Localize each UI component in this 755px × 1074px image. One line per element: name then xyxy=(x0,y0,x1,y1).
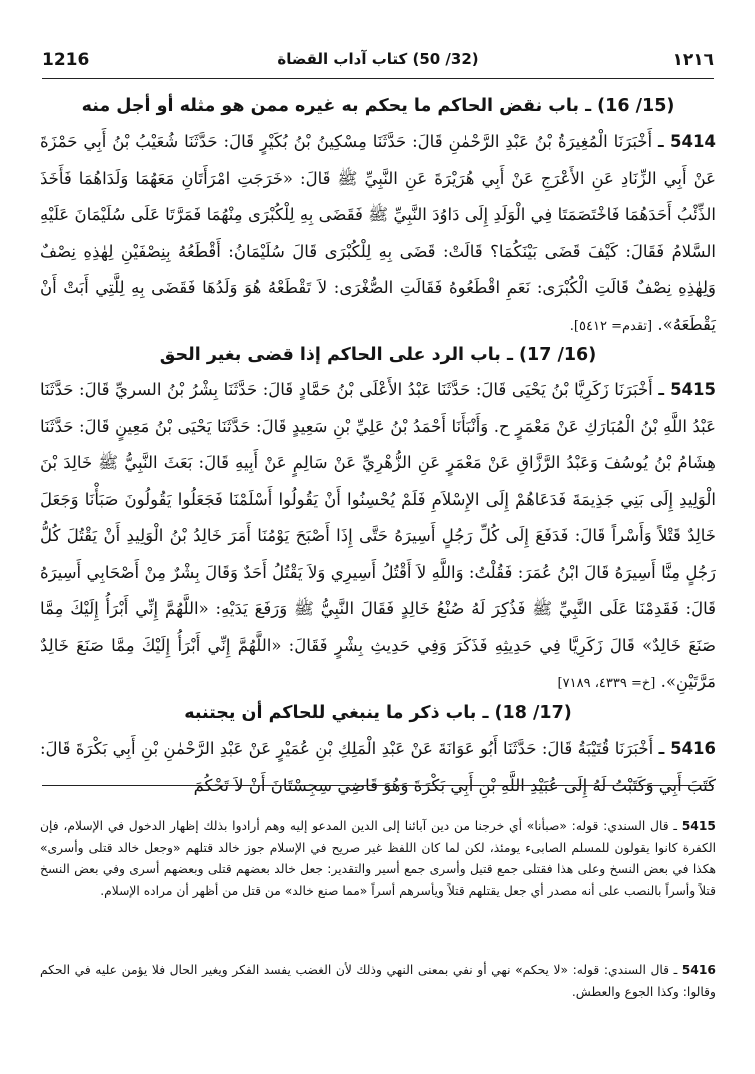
hadith-text: أَخْبَرَنَا زَكَرِيَّا بْنُ يَحْيَى قَالَ: حَدَّثَنَا عَبْدُ الأَعْلَى بْنُ حَمَّادٍ قَالَ: حَدَّثَنَا بِشْرُ بْنُ السريِّ قَالَ: حَدَّثَنَا عَبْدُ اللَّهِ بْنُ الْمُبَارَكِ عَنْ مَعْمَرٍ ح. وَأَنْبَأَنَا أَحْمَدُ بْنُ عَلِيِّ بْنِ سَعِيدٍ قَالَ: حَدَّثَنَا يَحْيَى بْنُ مَعِينٍ قَالَ: حَدَّثَنَا هِشَامُ بْنُ يُوسُفَ وَعَبْدُ الرَّزَّاقِ عَنْ مَعْمَرٍ عَنِ الزُّهْرِيِّ عَنْ سَالِمٍ عَنْ أَبِيهِ قَالَ: بَعَثَ النَّبِيُّ ﷺ خَالِدَ بْنَ الْوَلِيدِ إِلَى بَنِي جَذِيمَةَ فَدَعَاهُمْ إِلَى الإِسْلاَمِ فَلَمْ يُحْسِنُوا أَنْ يَقُولُوا أَسْلَمْنَا فَجَعَلُوا يَقُولُونَ صَبَأْنَا وَجَعَلَ خَالِدٌ قَتْلاً وَأَسْراً قَالَ: فَدَفَعَ إِلَى كُلِّ رَجُلٍ أَسِيرَهُ حَتَّى إِذَا أَصْبَحَ يَوْمُنَا أَمَرَ خَالِدُ بْنُ الْوَلِيدِ أَنْ يَقْتُلَ كُلُّ رَجُلٍ مِنَّا أَسِيرَهُ قَالَ ابْنُ عُمَرَ: فَقُلْتُ: وَاللَّهِ لاَ أَقْتُلُ أَسِيرِي وَلاَ يَقْتُلُ أَحَدٌ وَقَالَ بِشْرٌ مِنْ أَصْحَابِي أَسِيرَهُ قَالَ: فَقَدِمْنَا عَلَى النَّبِيِّ ﷺ فَذُكِرَ لَهُ صُنْعُ خَالِدٍ فَقَالَ النَّبِيُّ ﷺ وَرَفَعَ يَدَيْهِ: «اللَّهُمَّ إِنِّي أَبْرَأُ إِلَيْكَ مِمَّا صَنَعَ خَالِدٌ» قَالَ زَكَرِيَّا فِي حَدِيثِهِ فَذَكَرَ وَفِي حَدِيثِ بِشْرٍ فَقَالَ: «اللَّهُمَّ إِنِّي أَبْرَأُ إِلَيْكَ مِمَّا صَنَعَ خَالِدٌ مَرَّتَيْنِ». xyxy=(40,380,716,691)
hadith-number: 5414 ـ xyxy=(658,132,716,151)
hadith-paragraph xyxy=(40,731,716,804)
hadith-text: أَخْبَرَنَا الْمُغِيرَةُ بْنُ عَبْدِ الرَّحْمٰنِ قَالَ: حَدَّثَنَا مِسْكِينُ بْنُ بُكَيْرٍ قَالَ: حَدَّثَنَا شُعَيْبُ بْنُ أَبِي حَمْزَةَ عَنْ أَبِي الزِّنَادِ عَنِ الأَعْرَجِ عَنْ أَبِي هُرَيْرَةَ عَنِ النَّبِيِّ ﷺ قَالَ: «خَرَجَتِ امْرَأَتَانِ مَعَهُمَا وَلَدَاهُمَا فَأَخَذَ الذِّئْبُ أَحَدَهُمَا فَاخْتَصَمَتَا فِي الْوَلَدِ إِلَى دَاوُدَ النَّبِيِّ ﷺ فَقَضَى بِهِ لِلْكُبْرَى مِنْهُمَا فَمَرَّتَا عَلَى سُلَيْمَانَ عَلَيْهِ السَّلامُ فَقَالَ: كَيْفَ قَضَى بَيْنَكُمَا؟ قَالَتْ: قَضَى بِهِ لِلْكُبْرَى قَالَ سُلَيْمَانُ: أَقْطَعُهُ بِنِصْفَيْنِ لِهٰذِهِ نِصْفٌ وَلِهٰذِهِ نِصْفٌ قَالَتِ الْكُبْرَى: نَعَمِ اقْطَعُوهُ فَقَالَتِ الصُّغْرَى: لاَ تَقْطَعْهُ هُوَ وَلَدُهَا فَقَضَى بِهِ لِلَّتِي أَبَتْ أَنْ يَقْطَعَهُ». xyxy=(40,132,716,334)
footnote-text: ـ قال السندي: قوله: «صبأنا» أي خرجنا من دين آبائنا إلى الدين المدعو إليه وهم أرادوا بذلك إظهار الدخول في الإسلام، فإن الكفرة كانوا يقولون للمسلم الصابىء يومئذ، لكن لما كان اللفظ غير صريح في الإسلام جوز خالد قتلهم «وجعل خالد قتلى وأسرى» هكذا في بعض النسخ وعلى هذا فقتلى جمع قتيل وأسرى جمع أسير والتقدير: جعل خالد بعضهم قتلى وبعضهم أسرى وفي بعض النسخ قتلاً وأسراً بالنصب على أنه مصدر أي جعل يقتلهم قتلاً ويأسرهم أسراً «مما صنع خالد» من قتل من أظهر أن مراده الإسلام. xyxy=(40,819,716,898)
chapter-heading: (16/ 17) ـ باب الرد على الحاكم إذا قضى بغير الحق xyxy=(159,345,597,365)
footnote-text: ـ قال السندي: قوله: «لا يحكم» نهي أو نفي بمعنى النهي وذلك لأن الغضب يفسد الفكر ويغير الحال فلا يؤمن عليه في الحكم وقالوا: وكذا الجوع والعطش. xyxy=(40,963,716,999)
footnote-rule xyxy=(42,785,714,786)
page-number-latin: 1216 xyxy=(42,50,90,70)
chapter-heading: (17/ 18) ـ باب ذكر ما ينبغي للحاكم أن يجتنبه xyxy=(184,703,572,723)
footnote-number: 5416 xyxy=(681,963,716,977)
header-rule xyxy=(42,78,714,79)
page-header xyxy=(42,50,714,76)
chapter-heading: (15/ 16) ـ باب نقض الحاكم ما يحكم به غيره ممن هو مثله أو أجل منه xyxy=(81,96,675,116)
hadith-text: أَخْبَرَنَا قُتَيْبَةُ قَالَ: حَدَّثَنَا أَبُو عَوَانَةَ عَنْ عَبْدِ الْمَلِكِ بْنِ عُمَيْرٍ عَنْ عَبْدِ الرَّحْمٰنِ بْنِ أَبِي بَكْرَةَ قَالَ: كَتَبَ أَبِي وَكَتَبْتُ لَهُ إِلَى عُبَيْدِ اللَّهِ بْنِ أَبِي بَكْرَةَ وَهُوَ قَاضِي سِجِسْتَانَ أَنْ لاَ تَحْكُمَ xyxy=(40,739,716,795)
page-number-arabic: ١٢١٦ xyxy=(672,50,714,70)
footnote xyxy=(40,816,716,902)
hadith-number: 5415 ـ xyxy=(658,380,716,399)
hadith-reference: [خ= ٤٣٣٩، ٧١٨٩] xyxy=(557,676,656,691)
footnote xyxy=(40,960,716,1003)
hadith-reference: [تقدم= ٥٤١٢]. xyxy=(569,318,653,334)
hadith-number: 5416 ـ xyxy=(658,739,716,758)
hadith-paragraph xyxy=(40,372,716,703)
running-title: (32/ 50) كتاب آداب القضاة xyxy=(277,50,479,68)
hadith-paragraph xyxy=(40,124,716,345)
footnote-number: 5415 xyxy=(681,819,716,833)
